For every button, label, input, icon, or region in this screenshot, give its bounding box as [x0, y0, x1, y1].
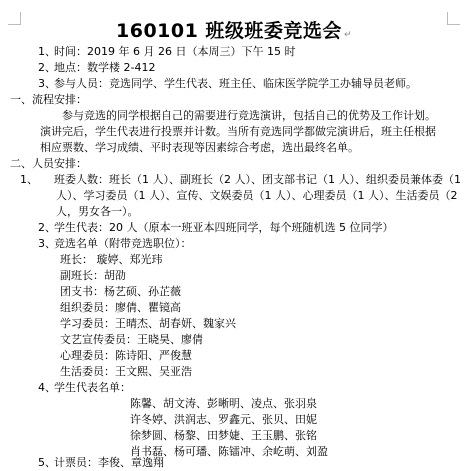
list-number: 1、: [20, 173, 38, 186]
list-text: 学生代表名单：: [54, 381, 131, 394]
list-text: 地点：数学楼 2-412: [54, 61, 156, 74]
basic-item-place: [38, 60, 155, 76]
list-number: 3、: [38, 77, 56, 90]
basic-item-participants: [38, 76, 417, 92]
candidate-line: 学习委员：王晴杰、胡春妍、魏家兴: [60, 317, 236, 330]
section-heading-process: 一、流程安排：: [10, 93, 87, 106]
rep-names-line: 许冬婷、洪润志、罗鑫元、张贝、田妮: [130, 413, 317, 426]
document-title: [0, 16, 468, 43]
candidate-line: 团支书：杨艺硕、孙芷薇: [60, 285, 181, 298]
list-text: 竞选名单（附带竞选职位）：: [54, 237, 192, 250]
candidate-line: 副班长：胡劭: [60, 269, 126, 282]
title-text: 160101 班级班委竞选会: [116, 20, 342, 42]
process-paragraph: 参与竞选的同学根据自己的需要进行竞选演讲，包括自己的优势及工作计划。演讲完后，学生代表进行投票并计数。当所有竞选同学都做完演讲后，班主任根据相应票数、学习成绩、平时表现等因素综合考虑，选出最终名单。: [40, 109, 436, 154]
list-text: 班委人数：班长（1 人）、副班长（2 人）、团支部书记（1 人）、组织委员兼体委（1 人）、学习委员（1 人）、宣传、文娱委员（1 人）、心理委员（1 人）、生活委员（2 人，男女各一）。: [54, 173, 461, 218]
list-text: 计票员：李俊、章逸翔: [54, 456, 164, 469]
list-number: 2、: [38, 61, 56, 74]
list-number: 3、: [38, 237, 56, 250]
rep-names-line: 陈馨、胡文涛、彭晰明、凌点、张羽泉: [130, 397, 317, 410]
personnel-item-committee-count: [20, 172, 464, 220]
list-text: 参与人员：竞选同学、学生代表、班主任、临床医学院学工办辅导员老师。: [54, 77, 417, 90]
list-number: 5、: [38, 456, 56, 469]
personnel-item-rep-list: [38, 380, 131, 396]
basic-item-time: [38, 44, 295, 60]
list-text: 时间：2019 年 6 月 26 日（本周三）下午 15 时: [54, 45, 296, 58]
candidate-line: 组织委员：廖倩、瞿镜高: [60, 301, 181, 314]
personnel-item-candidates: [38, 236, 192, 252]
personnel-item-reps: [38, 220, 393, 236]
candidate-line: 生活委员：王文熙、吴亚浩: [60, 365, 192, 378]
personnel-item-counters: [38, 455, 164, 471]
list-number: 1、: [38, 45, 56, 58]
rep-names-line: 肖书磊、杨可璠、陈镭冲、余屹萌、刘盈: [130, 445, 328, 458]
candidate-line: 班长： 璇婷、郑光玮: [60, 253, 163, 266]
candidate-line: 心理委员：陈诗阳、严俊慧: [60, 349, 192, 362]
list-number: 4、: [38, 381, 56, 394]
list-text: 学生代表：20 人（原本一班亚本四班同学，每个班随机选 5 位同学）: [54, 221, 394, 234]
candidate-line: 文艺宣传委员：王晓昊、廖倩: [60, 333, 203, 346]
section-heading-personnel: 二、人员安排：: [10, 157, 87, 170]
list-number: 2、: [38, 221, 56, 234]
rep-names-line: 徐梦圆、杨黎、田梦婕、王玉鹏、张铭: [130, 429, 317, 442]
paragraph-mark-icon: ↵: [343, 30, 352, 40]
